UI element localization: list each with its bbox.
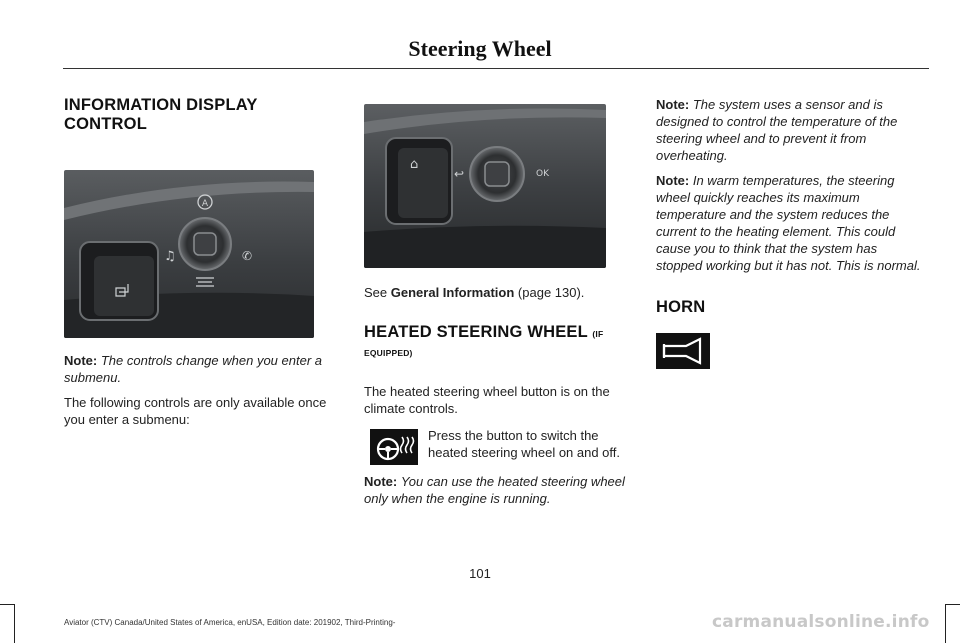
paragraph: The heated steering wheel button is on the climate controls. xyxy=(364,384,610,416)
horn-icon xyxy=(656,333,710,369)
crop-mark xyxy=(0,604,14,605)
steering-wheel-controls-photo xyxy=(364,104,606,268)
note-label: Note: xyxy=(656,173,690,188)
if-equipped-label: (IF EQUIPPED) xyxy=(364,329,604,358)
watermark: carmanualsonline.info xyxy=(712,612,930,632)
section-heading-horn: HORN xyxy=(656,298,706,316)
note-text: The controls change when you enter a submenu. xyxy=(64,353,322,385)
see-page-ref: (page 130). xyxy=(517,285,585,300)
page-title: Steering Wheel xyxy=(408,36,552,61)
svg-text:⌂: ⌂ xyxy=(410,157,419,172)
svg-text:✆: ✆ xyxy=(242,249,253,263)
column-2 xyxy=(364,104,629,507)
crop-mark xyxy=(14,604,15,643)
svg-text:↩: ↩ xyxy=(454,167,465,181)
svg-text:OK: OK xyxy=(536,169,549,179)
info-display-control-photo xyxy=(64,170,314,338)
crop-mark xyxy=(946,604,960,605)
footer-edition-text: Aviator (CTV) Canada/United States of America, enUSA, Edition date: 201902, Third-Printing- xyxy=(64,618,396,627)
page-number: 101 xyxy=(469,566,491,581)
general-information-link[interactable]: General Information xyxy=(390,285,515,300)
note-text: You can use the heated steering wheel only when the engine is running. xyxy=(364,474,625,506)
crop-mark xyxy=(945,604,946,643)
section-heading-info-display: INFORMATION DISPLAY CONTROL xyxy=(64,96,258,133)
note-text: In warm temperatures, the steering wheel quickly reaches its maximum temperature and the system reduces the current to the heating element. This could cause you to think that the system has stopped working but it has not. This is normal. xyxy=(656,173,921,273)
icon-description: Press the button to switch the heated steering wheel on and off. xyxy=(428,428,621,460)
section-heading-heated-wheel: HEATED STEERING WHEEL (IF EQUIPPED) xyxy=(364,323,604,358)
column-3 xyxy=(656,96,921,374)
see-prefix: See xyxy=(364,285,388,300)
svg-text:♫: ♫ xyxy=(164,249,176,264)
paragraph: The following controls are only available once you enter a submenu: xyxy=(64,395,327,427)
svg-text:A: A xyxy=(201,199,209,209)
header-divider xyxy=(63,68,929,69)
note-label: Note: xyxy=(364,474,398,489)
note-text: The system uses a sensor and is designed to control the temperature of the steering wheel and to prevent it from overheating. xyxy=(656,97,898,163)
note-label: Note: xyxy=(656,97,690,112)
column-1 xyxy=(64,96,329,428)
heated-steering-wheel-icon xyxy=(370,429,418,465)
note-label: Note: xyxy=(64,353,98,368)
